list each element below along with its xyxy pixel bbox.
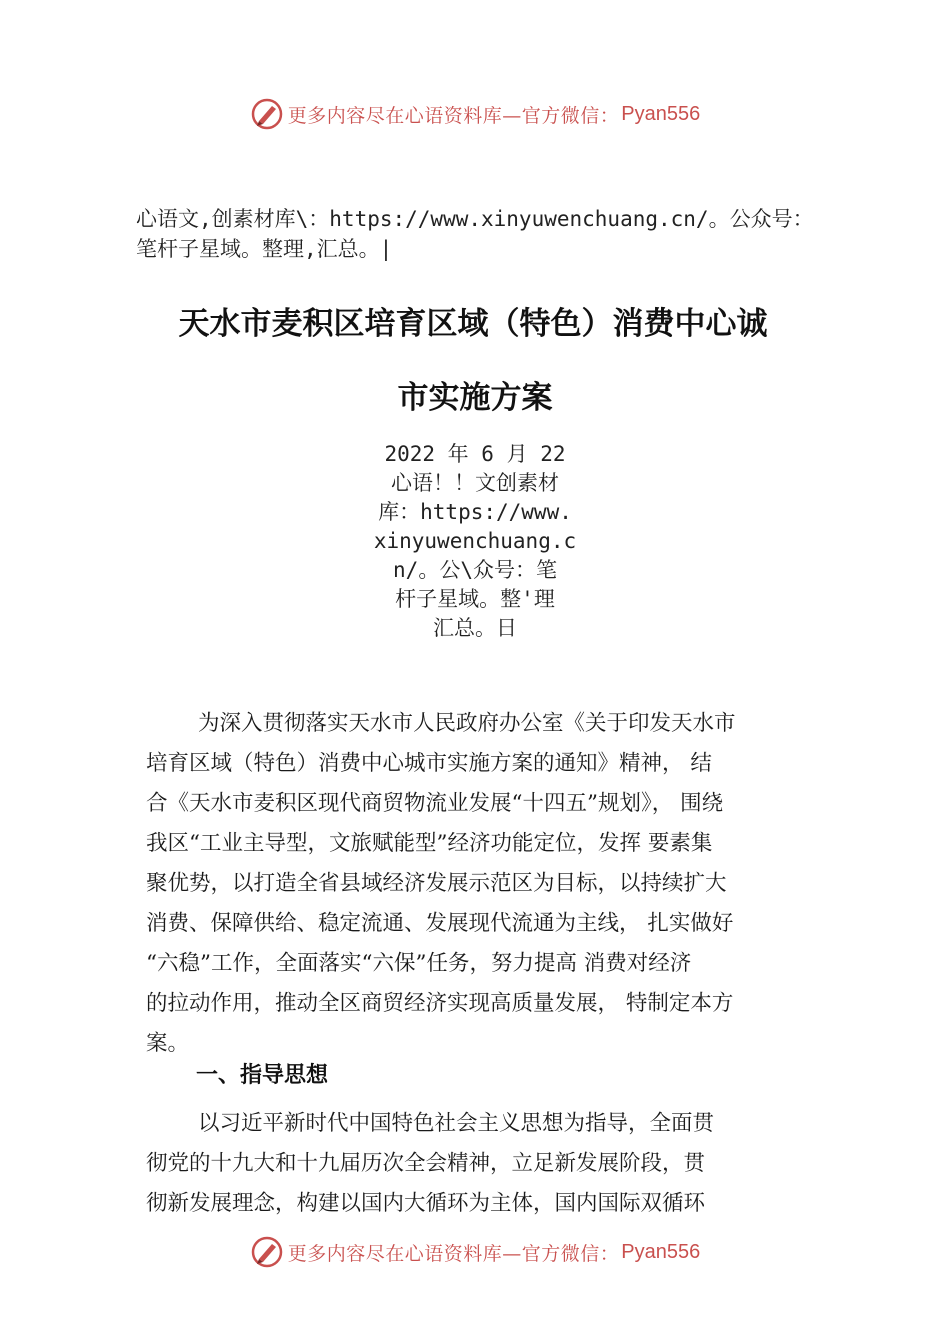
date-block	[360, 440, 590, 643]
paragraph-line: 消费、保障供给、稳定流通、发展现代流通为主线， 扎实做好	[146, 911, 734, 936]
banner-text: 更多内容尽在心语资料库—官方微信：	[287, 1242, 620, 1265]
footer-banner	[0, 1232, 950, 1272]
paragraph-line: 彻党的十九大和十九届历次全会精神，立足新发展阶段，贯	[146, 1151, 706, 1176]
date-block-line: xinyuwenchuang.c	[373, 529, 577, 553]
paragraph-line: 培育区域（特色）消费中心城市实施方案的通知》精神， 结	[146, 751, 712, 776]
intro-paragraph	[146, 704, 836, 1064]
banner-text: 更多内容尽在心语资料库—官方微信：	[287, 104, 620, 127]
paragraph-line: 案。	[146, 1031, 190, 1056]
section-heading: 一、指导思想	[196, 1063, 329, 1088]
header-banner	[0, 94, 950, 134]
date-block-line: 库：https://www.	[378, 500, 572, 524]
document-title-line: 市实施方案	[397, 380, 553, 416]
date-block-line: n/。公\众号：笔	[393, 558, 557, 582]
paragraph-line: 的拉动作用，推动全区商贸经济实现高质量发展， 特制定本方	[146, 991, 734, 1016]
date-block-line: 汇总。日	[433, 616, 517, 640]
paragraph-line: 合《天水市麦积区现代商贸物流业发展“十四五”规划》， 围绕	[146, 791, 724, 816]
section-paragraph	[146, 1104, 836, 1224]
paragraph-line: 聚优势，以打造全省县域经济发展示范区为目标，以持续扩大	[146, 871, 727, 896]
date-block-line: 心语！！文创素材	[391, 471, 559, 495]
paragraph-line: 彻新发展理念，构建以国内大循环为主体，国内国际双循环	[146, 1191, 706, 1216]
pen-logo-icon	[250, 97, 284, 131]
pen-logo-icon	[250, 1235, 284, 1269]
source-note	[136, 204, 896, 264]
paragraph-line: “六稳”工作，全面落实“六保”任务，努力提高 消费对经济	[146, 951, 692, 976]
source-note-line: 心语文,创素材库\：https://www.xinyuwenchuang.cn/。公众号：	[136, 207, 814, 231]
banner-wechat-id: Pyan556	[621, 102, 701, 125]
date-block-line: 2022 年 6 月 22	[384, 442, 566, 466]
source-note-line: 笔杆子星域。整理,汇总。|	[136, 237, 393, 261]
paragraph-line: 以习近平新时代中国特色社会主义思想为指导，全面贯	[198, 1111, 715, 1136]
document-title-line: 天水市麦积区培育区域（特色）消费中心诚	[178, 306, 768, 342]
banner-wechat-id: Pyan556	[621, 1240, 701, 1263]
date-block-line: 杆子星域。整'理	[395, 587, 555, 611]
paragraph-line: 我区“工业主导型，文旅赋能型”经济功能定位，发挥 要素集	[146, 831, 713, 856]
paragraph-line: 为深入贯彻落实天水市人民政府办公室《关于印发天水市	[198, 711, 736, 736]
